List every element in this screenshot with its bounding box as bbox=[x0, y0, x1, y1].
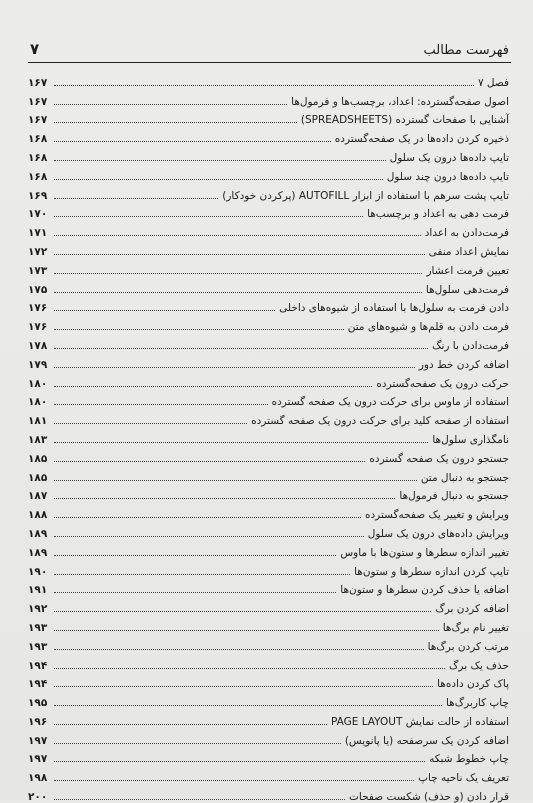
toc-entry-page-number: ۱۹۴ bbox=[28, 659, 48, 672]
toc-entry-title: تایپ داده‌ها درون یک سلول bbox=[389, 151, 509, 164]
toc-entry-title: جستجو به دنبال متن bbox=[420, 471, 509, 484]
toc-entry bbox=[28, 502, 509, 521]
toc-entry-title: ذخیره کردن داده‌ها در یک صفحه‌گسترده bbox=[334, 133, 509, 146]
toc-entry-title: آشنایی با صفحات گسترده (SPREADSHEETS) bbox=[300, 114, 509, 127]
dot-leader bbox=[54, 668, 445, 669]
dot-leader bbox=[54, 198, 218, 199]
dot-leader bbox=[54, 630, 439, 631]
dot-leader bbox=[54, 761, 425, 762]
toc-entry bbox=[28, 277, 509, 296]
toc-entry bbox=[28, 352, 509, 371]
toc-entry-title: فرمت‌دادن با رنگ bbox=[432, 339, 509, 352]
toc-entry bbox=[28, 371, 509, 390]
toc-entry-title: قرار دادن (و حذف) شکست صفحات bbox=[349, 791, 509, 803]
toc-entry bbox=[28, 578, 509, 597]
toc-entry-title: تایپ کردن اندازه سطرها و ستون‌ها bbox=[354, 565, 509, 578]
toc-entry bbox=[28, 408, 509, 427]
toc-entry-page-number: ۱۷۵ bbox=[28, 283, 48, 296]
toc-entry-title: اضافه کردن خط دور bbox=[418, 358, 509, 371]
page-title: فهرست مطالب bbox=[423, 43, 509, 58]
toc-entry bbox=[28, 314, 509, 333]
toc-entry bbox=[28, 126, 509, 145]
toc-entry-page-number: ۱۹۸ bbox=[28, 772, 48, 785]
toc-entry-page-number: ۱۹۰ bbox=[28, 565, 48, 578]
toc-entry-title: اصول صفحه‌گسترده: اعداد، برچسب‌ها و فرمول‌ها bbox=[291, 95, 509, 108]
toc-entry-title: نمایش اعداد منفی bbox=[428, 245, 509, 258]
toc-entry-page-number: ۱۶۷ bbox=[28, 95, 48, 108]
toc-entry-page-number: ۱۹۴ bbox=[28, 678, 48, 691]
dot-leader bbox=[54, 743, 341, 744]
toc-entry-title: نامگذاری سلول‌ها bbox=[432, 433, 509, 446]
toc-entry-title: استفاده از حالت نمایش PAGE LAYOUT bbox=[330, 715, 509, 728]
toc-entry bbox=[28, 202, 509, 221]
toc-entry-title: اضافه کردن برگ bbox=[435, 603, 509, 616]
toc-entry-page-number: ۱۸۱ bbox=[28, 415, 48, 428]
dot-leader bbox=[54, 611, 431, 612]
toc-entry bbox=[28, 596, 509, 615]
toc-entry-page-number: ۱۸۹ bbox=[28, 527, 48, 540]
toc-entry-page-number: ۱۷۰ bbox=[28, 208, 48, 221]
toc-entry-page-number: ۱۶۷ bbox=[28, 76, 48, 89]
toc-entry bbox=[28, 709, 509, 728]
toc-entry-page-number: ۱۸۰ bbox=[28, 377, 48, 390]
toc-entry-title: فرمت دادن به قلم‌ها و شیوه‌های متن bbox=[347, 321, 509, 334]
table-of-contents bbox=[28, 70, 509, 803]
dot-leader bbox=[54, 160, 386, 161]
dot-leader bbox=[54, 404, 268, 405]
dot-leader bbox=[54, 235, 421, 236]
toc-entry-page-number: ۱۷۹ bbox=[28, 358, 48, 371]
toc-entry bbox=[28, 765, 509, 784]
toc-entry-page-number: ۱۷۱ bbox=[28, 227, 48, 240]
toc-entry-page-number: ۱۹۶ bbox=[28, 715, 48, 728]
toc-entry-page-number: ۱۸۰ bbox=[28, 396, 48, 409]
page-number: ۷ bbox=[30, 40, 40, 58]
toc-entry bbox=[28, 747, 509, 766]
toc-entry-page-number: ۱۸۵ bbox=[28, 452, 48, 465]
toc-entry-title: پاک کردن داده‌ها bbox=[437, 678, 509, 691]
toc-entry-page-number: ۲۰۰ bbox=[28, 791, 48, 803]
toc-entry-title: اضافه یا حذف کردن سطرها و ستون‌ها bbox=[340, 584, 509, 597]
toc-entry bbox=[28, 183, 509, 202]
toc-entry-title: چاپ کاربرگ‌ها bbox=[445, 697, 509, 710]
toc-entry bbox=[28, 258, 509, 277]
toc-entry-page-number: ۱۶۹ bbox=[28, 189, 48, 202]
toc-entry-page-number: ۱۹۱ bbox=[28, 584, 48, 597]
toc-entry bbox=[28, 164, 509, 183]
dot-leader bbox=[54, 329, 344, 330]
toc-entry-title: فرمت‌دهی سلول‌ها bbox=[425, 283, 509, 296]
toc-entry-page-number: ۱۸۹ bbox=[28, 546, 48, 559]
dot-leader bbox=[54, 442, 428, 443]
dot-leader bbox=[54, 705, 442, 706]
toc-entry bbox=[28, 690, 509, 709]
toc-entry bbox=[28, 784, 509, 803]
toc-entry-page-number: ۱۹۲ bbox=[28, 603, 48, 616]
toc-entry-title: فرمت‌دادن به اعداد bbox=[424, 227, 509, 240]
toc-entry-title: استفاده از صفحه کلید برای حرکت درون یک صفحه گسترده bbox=[251, 415, 509, 428]
toc-entry bbox=[28, 220, 509, 239]
toc-entry-page-number: ۱۹۵ bbox=[28, 697, 48, 710]
toc-entry bbox=[28, 70, 509, 89]
toc-entry bbox=[28, 89, 509, 108]
toc-entry-page-number: ۱۷۶ bbox=[28, 302, 48, 315]
toc-entry bbox=[28, 653, 509, 672]
toc-entry-page-number: ۱۸۸ bbox=[28, 509, 48, 522]
dot-leader bbox=[54, 141, 331, 142]
dot-leader bbox=[54, 461, 365, 462]
toc-entry-page-number: ۱۶۸ bbox=[28, 170, 48, 183]
dot-leader bbox=[54, 555, 336, 556]
toc-entry-title: دادن فرمت به سلول‌ها با استفاده از شیوه‌های داخلی bbox=[279, 302, 509, 315]
dot-leader bbox=[54, 216, 363, 217]
toc-entry-title: تغییر اندازه سطرها و ستون‌ها با ماوس bbox=[340, 546, 509, 559]
toc-entry-title: حذف یک برگ bbox=[449, 659, 509, 672]
dot-leader bbox=[54, 273, 422, 274]
toc-entry-title: ویرایش و تغییر یک صفحه‌گسترده bbox=[364, 509, 509, 522]
toc-entry-title: چاپ خطوط شبکه bbox=[429, 753, 509, 766]
toc-entry-page-number: ۱۷۲ bbox=[28, 245, 48, 258]
toc-entry-page-number: ۱۸۵ bbox=[28, 471, 48, 484]
toc-entry-title: فصل ۷ bbox=[477, 76, 509, 89]
toc-entry-page-number: ۱۷۳ bbox=[28, 264, 48, 277]
toc-entry-title: تایپ پشت سرهم با استفاده از ابزار AUTOFILL (پرکردن خودکار) bbox=[222, 189, 509, 202]
dot-leader bbox=[54, 536, 364, 537]
toc-entry bbox=[28, 465, 509, 484]
toc-entry-page-number: ۱۸۳ bbox=[28, 433, 48, 446]
toc-entry-page-number: ۱۹۳ bbox=[28, 621, 48, 634]
toc-entry-page-number: ۱۶۸ bbox=[28, 133, 48, 146]
dot-leader bbox=[54, 122, 297, 123]
dot-leader bbox=[54, 367, 415, 368]
toc-entry-title: تعیین فرمت اعشار bbox=[426, 264, 509, 277]
toc-entry-title: ویرایش داده‌های درون یک سلول bbox=[367, 527, 509, 540]
dot-leader bbox=[54, 724, 327, 725]
dot-leader bbox=[54, 104, 287, 105]
toc-entry-title: تایپ داده‌ها درون چند سلول bbox=[386, 170, 509, 183]
toc-entry-title: اضافه کردن یک سرصفحه (یا پانویس) bbox=[344, 734, 509, 747]
toc-entry-title: مرتب کردن برگ‌ها bbox=[427, 640, 509, 653]
dot-leader bbox=[54, 649, 424, 650]
toc-entry-title: جستجو درون یک صفحه گسترده bbox=[369, 452, 509, 465]
dot-leader bbox=[54, 386, 372, 387]
toc-entry bbox=[28, 296, 509, 315]
dot-leader bbox=[54, 592, 336, 593]
dot-leader bbox=[54, 780, 414, 781]
toc-entry-title: فرمت دهی به اعداد و برچسب‌ها bbox=[367, 208, 509, 221]
dot-leader bbox=[54, 480, 417, 481]
toc-entry-page-number: ۱۷۶ bbox=[28, 321, 48, 334]
toc-entry-page-number: ۱۶۷ bbox=[28, 114, 48, 127]
page-header bbox=[30, 34, 509, 58]
dot-leader bbox=[54, 686, 433, 687]
dot-leader bbox=[54, 348, 428, 349]
toc-entry bbox=[28, 615, 509, 634]
toc-entry-title: حرکت درون یک صفحه‌گسترده bbox=[376, 377, 509, 390]
dot-leader bbox=[54, 85, 474, 86]
toc-entry bbox=[28, 108, 509, 127]
toc-entry-page-number: ۱۸۷ bbox=[28, 490, 48, 503]
toc-entry bbox=[28, 484, 509, 503]
header-divider bbox=[28, 62, 511, 63]
toc-entry bbox=[28, 145, 509, 164]
toc-entry-page-number: ۱۷۸ bbox=[28, 339, 48, 352]
toc-entry-page-number: ۱۹۷ bbox=[28, 753, 48, 766]
toc-entry bbox=[28, 239, 509, 258]
dot-leader bbox=[54, 310, 275, 311]
dot-leader bbox=[54, 179, 383, 180]
toc-entry bbox=[28, 540, 509, 559]
toc-entry bbox=[28, 521, 509, 540]
toc-entry bbox=[28, 333, 509, 352]
dot-leader bbox=[54, 498, 395, 499]
toc-entry bbox=[28, 427, 509, 446]
toc-entry-title: تعریف یک ناحیه چاپ bbox=[418, 772, 509, 785]
toc-entry-title: تغییر نام برگ‌ها bbox=[442, 621, 509, 634]
toc-entry-page-number: ۱۹۳ bbox=[28, 640, 48, 653]
dot-leader bbox=[54, 423, 247, 424]
toc-entry-page-number: ۱۹۷ bbox=[28, 734, 48, 747]
dot-leader bbox=[54, 292, 422, 293]
dot-leader bbox=[54, 574, 350, 575]
toc-entry-page-number: ۱۶۸ bbox=[28, 151, 48, 164]
toc-entry bbox=[28, 672, 509, 691]
dot-leader bbox=[54, 517, 361, 518]
toc-entry-title: استفاده از ماوس برای حرکت درون یک صفحه گسترده bbox=[271, 396, 509, 409]
dot-leader bbox=[54, 254, 425, 255]
toc-entry bbox=[28, 559, 509, 578]
toc-entry bbox=[28, 634, 509, 653]
toc-entry bbox=[28, 390, 509, 409]
toc-entry bbox=[28, 728, 509, 747]
toc-entry bbox=[28, 446, 509, 465]
toc-entry-title: جستجو به دنبال فرمول‌ها bbox=[399, 490, 509, 503]
